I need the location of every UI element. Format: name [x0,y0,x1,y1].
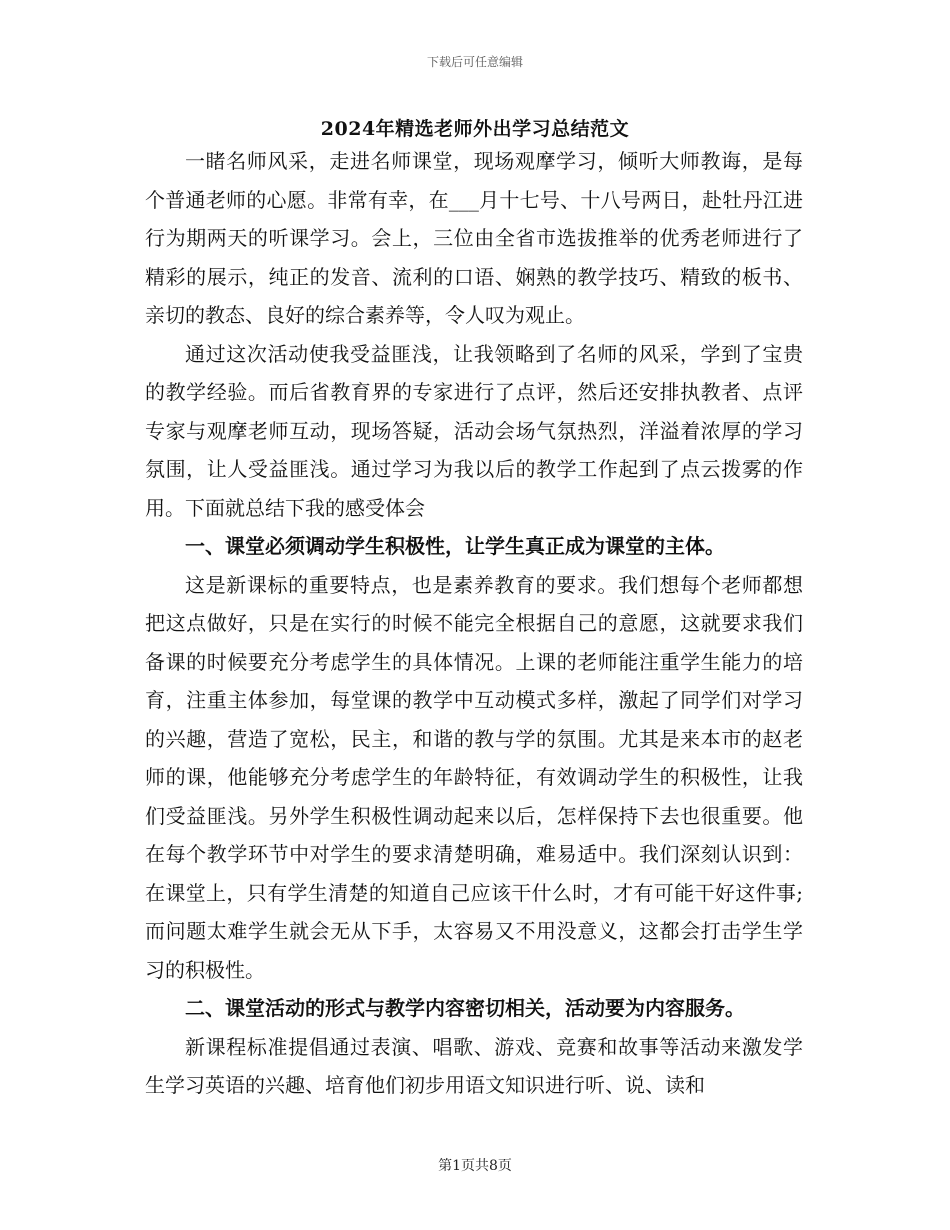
paragraph-intro: 一睹名师风采，走进名师课堂，现场观摩学习，倾听大师教诲，是每个普通老师的心愿。非常有幸，在___月十七号、十八号两日，赴牡丹江进行为期两天的听课学习。会上，三位由全省市选拔推举的优秀老师进行了精彩的展示，纯正的发音、流利的口语、娴熟的教学技巧、精致的板书、亲切的教态、良好的综合素养等，令人叹为观止。 [145,149,803,327]
section-body-1: 这是新课标的重要特点，也是素养教育的要求。我们想每个老师都想把这点做好，只是在实行的时候不能完全根据自己的意愿，这就要求我们备课的时候要充分考虑学生的具体情况。上课的老师能注重学生能力的培育，注重主体参加，每堂课的教学中互动模式多样，激起了同学们对学习的兴趣，营造了宽松，民主，和谐的教与学的氛围。尤其是来本市的赵老师的课，他能够充分考虑学生的年龄特征，有效调动学生的积极性，让我们受益匪浅。另外学生积极性调动起来以后，怎样保持下去也很重要。他在每个教学环节中对学生的要求清楚明确，难易适中。我们深刻认识到：在课堂上，只有学生清楚的知道自己应该干什么时，才有可能干好这件事;而问题太难学生就会无从下手，太容易又不用没意义，这都会打击学生学习的积极性。 [145,572,803,982]
document-body [145,142,803,1105]
section-heading-1: 一、课堂必须调动学生积极性，让学生真正成为课堂的主体。 [185,534,725,558]
section-heading-2: 二、课堂活动的形式与教学内容密切相关，活动要为内容服务。 [185,996,745,1020]
page-number-footer: 第1页共8页 [438,1158,512,1174]
document-title: 2024年精选老师外出学习总结范文 [320,118,630,140]
page-header-note: 下载后可任意编辑 [426,55,523,69]
paragraph-activity: 通过这次活动使我受益匪浅，让我领略到了名师的风采，学到了宝贵的教学经验。而后省教育界的专家进行了点评，然后还安排执教者、点评专家与观摩老师互动，现场答疑，活动会场气氛热烈，洋溢着浓厚的学习氛围，让人受益匪浅。通过学习为我以后的教学工作起到了点云拨雾的作用。下面就总结下我的感受体会 [145,341,803,520]
section-body-2: 新课程标准提倡通过表演、唱歌、游戏、竞赛和故事等活动来激发学生学习英语的兴趣、培育他们初步用语文知识进行听、说、读和 [145,1034,803,1097]
